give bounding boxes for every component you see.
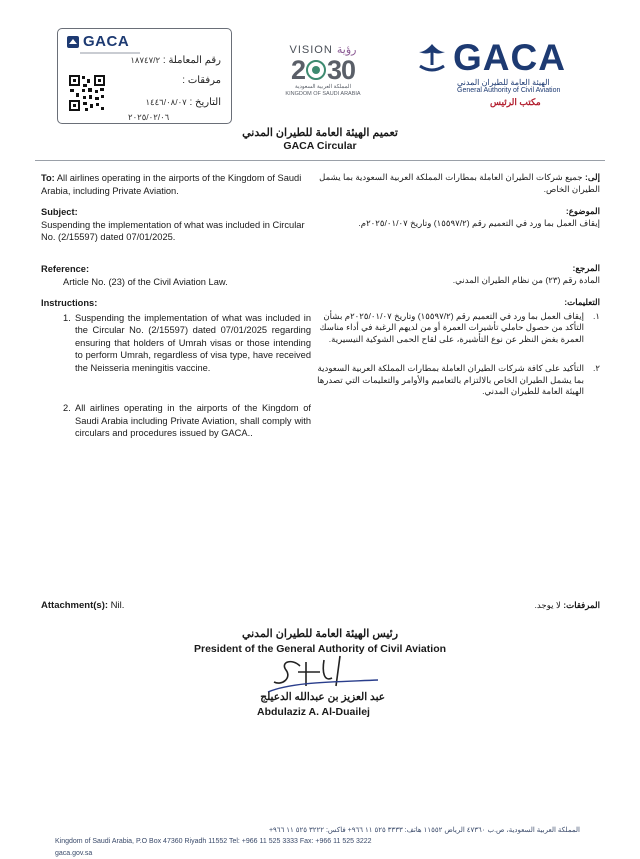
subject-text-ar: إيقاف العمل بما ورد في التعميم رقم (١٥٥٩٧/٢) وتاريخ ٢٠٢٥/٠١/٠٧م. [358,217,600,228]
footer-website: gaca.gov.sa [55,850,93,857]
footer-address-en: Kingdom of Saudi Arabia, P.O Box 47360 Riyadh 11552 Tel: +966 11 525 3333 Fax: +966 11 525 3222 [55,838,372,845]
transaction-no-value: ١٨٧٤٧/٢ [130,55,161,65]
reference-section-ar [315,263,600,286]
circular-title-en: GACA Circular [283,140,357,152]
instructions-section-ar [315,297,600,398]
instruction-number: ١. [592,310,600,321]
transaction-no-row [130,55,221,66]
gaca-palm-emblem-icon [415,40,449,76]
instruction-item-ar-2 [315,363,600,398]
attachment-ar [535,600,600,611]
attachment-en [41,600,124,611]
attachment-value-en: Nil. [110,600,125,611]
vision-kingdom-ar: المملكة العربية السعودية [295,84,351,90]
circular-title-ar: تعميم الهيئة العامة للطيران المدني [242,127,398,139]
instruction-text: All airlines operating in the airports of the Kingdom of Saudi Arabia including Private Aviation, shall comply with circulars and procedures issued by GACA.. [75,403,311,438]
to-section-ar [315,172,600,195]
date-gregorian: ٢٠٢٥/٠٢/٠٦ [128,112,170,122]
vision-2030-logo [268,43,378,115]
date-hijri: ١٤٤٦/٠٨/٠٧ [145,97,187,107]
to-label-en: To: [41,173,55,183]
instruction-text: Suspending the implementation of what was included in the Circular No. (2/15597) dated 07/01/2025 regarding ensuring that holders of Umrah visas or those intending to perform Umrah, regardless of visa type, have received the Neisseria meningitis vaccine. [75,312,311,373]
signatory-name-en: Abdulaziz A. Al-Duailej [257,706,370,718]
subject-label-ar: الموضوع: [565,206,600,216]
gaca-name-en: General Authority of Civil Aviation [457,87,561,94]
signatory-title-ar: رئيس الهيئة العامة للطيران المدني [241,628,399,640]
reference-text-ar: المادة رقم (٢٣) من نظام الطيران المدني. [452,274,600,285]
vision-arabic: رؤية [336,44,357,56]
instruction-number: ٢. [592,363,600,373]
instructions-label-en: Instructions: [41,298,98,308]
date-row [145,97,221,108]
header-divider [35,160,605,161]
to-text-ar: جميع شركات الطيران العاملة بمطارات المملكة العربية السعودية بما يشمل الطيران الخاص. [319,172,600,194]
to-label-ar: إلى: [584,172,600,182]
signatory-name-ar: عبد العزيز بن عبدالله الدعيلج [260,691,385,703]
gaca-main-logo [415,38,566,108]
signatory-title-en: President of the General Authority of Civil Aviation [193,643,447,655]
gaca-small-logo [66,33,129,50]
instructions-section-en [41,297,311,440]
subject-text-en: Suspending the implementation of what was included in Circular No. (2/15597) dated 07/01/2025. [41,219,305,242]
vision-word: VISION [289,44,333,56]
subject-label-en: Subject: [41,207,78,217]
date-label: التاريخ : [189,97,221,108]
vision-year-a: 2 [290,55,305,85]
footer-address-ar: المملكة العربية السعودية، ص.ب ٤٧٣٦٠ الرياض ١١٥٥٢ هاتف: ٣٣٣٣ ٥٢٥ ١١ ٩٦٦+ فاكس: ٣٢٢٢ ٥٢٥ ١١ ٩٦٦+ [268,827,580,834]
attachment-value-ar: لا يوجد. [534,600,561,610]
to-text-en: All airlines operating in the airports of the Kingdom of Saudi Arabia, including Private Aviation. [41,173,302,196]
reference-label-ar: المرجع: [572,263,600,273]
subject-section-en [41,206,311,244]
instruction-number: 1. [63,312,71,323]
small-logo-text: GACA [83,33,130,50]
subject-section-ar [315,206,600,229]
instruction-text: التأكيد على كافة شركات الطيران العاملة بمطارات المملكة العربية السعودية بما يشمل الطيران الخاص بالالتزام بالتعاميم والأوامر والتعليمات التي تصدرها الهيئة العامة للطيران المدني. [317,363,584,396]
reference-label-en: Reference: [41,264,90,274]
transaction-no-label: رقم المعاملة : [162,55,221,66]
attachments-label: مرفقات : [182,75,221,86]
instruction-text: إيقاف العمل بما ورد في التعميم رقم (١٥٥٩٧/٢) وتاريخ ٢٠٢٥/٠١/٠٧م بشأن التأكد من حصول حاملي تأشيرات العمرة أو من لديهم الرغبة في أداء مناسك العمرة بغض النظر عن نوع التأشيرة، على لقاح الحمى الشوكية النيسيرية. [319,310,584,344]
reference-section-en [41,263,311,288]
instructions-label-ar: التعليمات: [564,297,600,307]
vision-year-b: 30 [326,55,356,85]
qr-code-icon [68,74,106,112]
vision-kingdom-en: KINGDOM OF SAUDI ARABIA [285,91,361,97]
attachment-label-ar: المرفقات: [563,600,600,610]
instruction-item-en-1 [41,312,311,375]
gaca-emblem-icon [66,35,80,49]
reference-box [57,28,232,124]
instruction-item-ar-1 [315,311,600,346]
instruction-item-en-2 [41,402,311,440]
attachment-label-en: Attachment(s): [41,600,109,611]
president-office-label: مكتب الرئيس [490,97,541,107]
to-section-en [41,172,311,197]
gaca-main-logo-text: GACA [453,37,566,78]
gaca-name-ar: الهيئة العامة للطيران المدني [457,78,550,87]
vision-palm-emblem-icon [305,59,327,81]
reference-text-en: Article No. (23) of the Civil Aviation Law. [63,276,228,287]
instruction-number: 2. [63,403,71,413]
